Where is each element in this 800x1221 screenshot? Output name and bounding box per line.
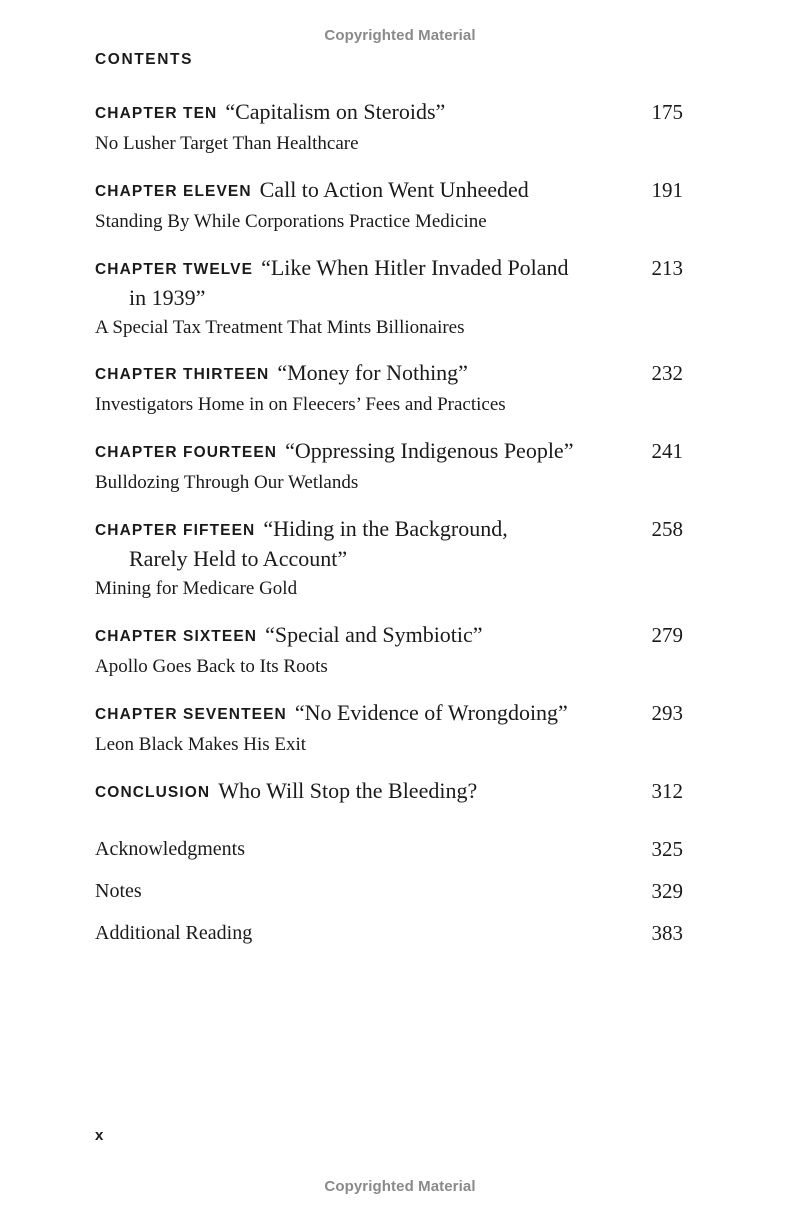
page-number-ref: 383 — [651, 921, 683, 945]
toc-title-line — [95, 98, 683, 128]
back-matter-title: Notes — [95, 880, 142, 902]
chapter-subtitle: Bulldozing Through Our Wetlands — [95, 472, 359, 493]
toc-entry-chapter-fifteen[interactable] — [95, 515, 683, 601]
chapter-label: CHAPTER THIRTEEN — [95, 366, 270, 383]
page-number-ref: 232 — [651, 361, 683, 385]
chapter-subtitle: Standing By While Corporations Practice Medicine — [95, 211, 487, 232]
toc-entry-chapter-eleven[interactable] — [95, 176, 683, 234]
page-number-ref: 312 — [651, 779, 683, 803]
chapter-subtitle: Mining for Medicare Gold — [95, 578, 298, 599]
toc-title-line — [95, 777, 683, 807]
toc-entry-chapter-sixteen[interactable] — [95, 621, 683, 679]
toc-title-line — [95, 254, 683, 312]
chapter-label: CONCLUSION — [95, 784, 211, 801]
chapter-title: “Hiding in the Background, — [263, 516, 508, 541]
chapter-subtitle: No Lusher Target Than Healthcare — [95, 133, 359, 154]
chapter-title-continuation: in 1939” — [129, 285, 206, 310]
chapter-title: “Special and Symbiotic” — [265, 622, 483, 647]
page-number-ref: 279 — [651, 623, 683, 647]
toc-title-line — [95, 621, 683, 651]
page-number-ref: 213 — [651, 256, 683, 280]
page-number-ref: 175 — [651, 100, 683, 124]
page-number-ref: 329 — [651, 879, 683, 903]
chapter-label: CHAPTER ELEVEN — [95, 183, 252, 200]
page-number-ref: 293 — [651, 701, 683, 725]
chapter-title: “Like When Hitler Invaded Poland — [261, 255, 569, 280]
chapter-title: “Money for Nothing” — [277, 360, 468, 385]
toc-title-line — [95, 437, 683, 467]
page-number-ref: 191 — [651, 178, 683, 202]
chapter-title: “Capitalism on Steroids” — [225, 99, 446, 124]
folio-page-number: x — [95, 1127, 104, 1144]
toc-entry-chapter-twelve[interactable] — [95, 254, 683, 340]
chapter-subtitle: A Special Tax Treatment That Mints Billionaires — [95, 317, 465, 338]
toc-entry-notes[interactable] — [95, 878, 683, 904]
copyright-watermark-bottom: Copyrighted Material — [324, 1178, 476, 1195]
chapter-title: “No Evidence of Wrongdoing” — [294, 700, 568, 725]
chapter-label: CHAPTER TWELVE — [95, 261, 254, 278]
back-matter-title: Additional Reading — [95, 922, 253, 944]
toc-entry-conclusion[interactable] — [95, 777, 683, 807]
chapter-label: CHAPTER SIXTEEN — [95, 628, 258, 645]
page-number-ref: 325 — [651, 837, 683, 861]
chapter-title: “Oppressing Indigenous People” — [285, 438, 574, 463]
toc-title-line — [95, 176, 683, 206]
page-number-ref: 258 — [651, 517, 683, 541]
chapter-label: CHAPTER FIFTEEN — [95, 522, 256, 539]
toc-title-line — [95, 699, 683, 729]
chapter-title: Call to Action Went Unheeded — [259, 177, 529, 202]
toc-entry-chapter-seventeen[interactable] — [95, 699, 683, 757]
chapter-title: Who Will Stop the Bleeding? — [218, 778, 478, 803]
toc-title-line — [95, 515, 683, 573]
chapter-label: CHAPTER SEVENTEEN — [95, 706, 287, 723]
toc-entry-chapter-thirteen[interactable] — [95, 359, 683, 417]
contents-heading: CONTENTS — [95, 51, 194, 68]
back-matter-title: Acknowledgments — [95, 838, 245, 860]
chapter-label: CHAPTER TEN — [95, 105, 218, 122]
chapter-title-continuation: Rarely Held to Account” — [129, 546, 348, 571]
chapter-label: CHAPTER FOURTEEN — [95, 444, 278, 461]
toc-title-line — [95, 359, 683, 389]
page-number-ref: 241 — [651, 439, 683, 463]
toc-entry-chapter-ten[interactable] — [95, 98, 683, 156]
toc-entry-additional-reading[interactable] — [95, 920, 683, 946]
chapter-subtitle: Leon Black Makes His Exit — [95, 734, 307, 755]
toc-entry-acknowledgments[interactable] — [95, 836, 683, 862]
toc-entry-chapter-fourteen[interactable] — [95, 437, 683, 495]
copyright-watermark-top: Copyrighted Material — [324, 27, 476, 44]
chapter-subtitle: Investigators Home in on Fleecers’ Fees and Practices — [95, 394, 506, 415]
chapter-subtitle: Apollo Goes Back to Its Roots — [95, 656, 328, 677]
